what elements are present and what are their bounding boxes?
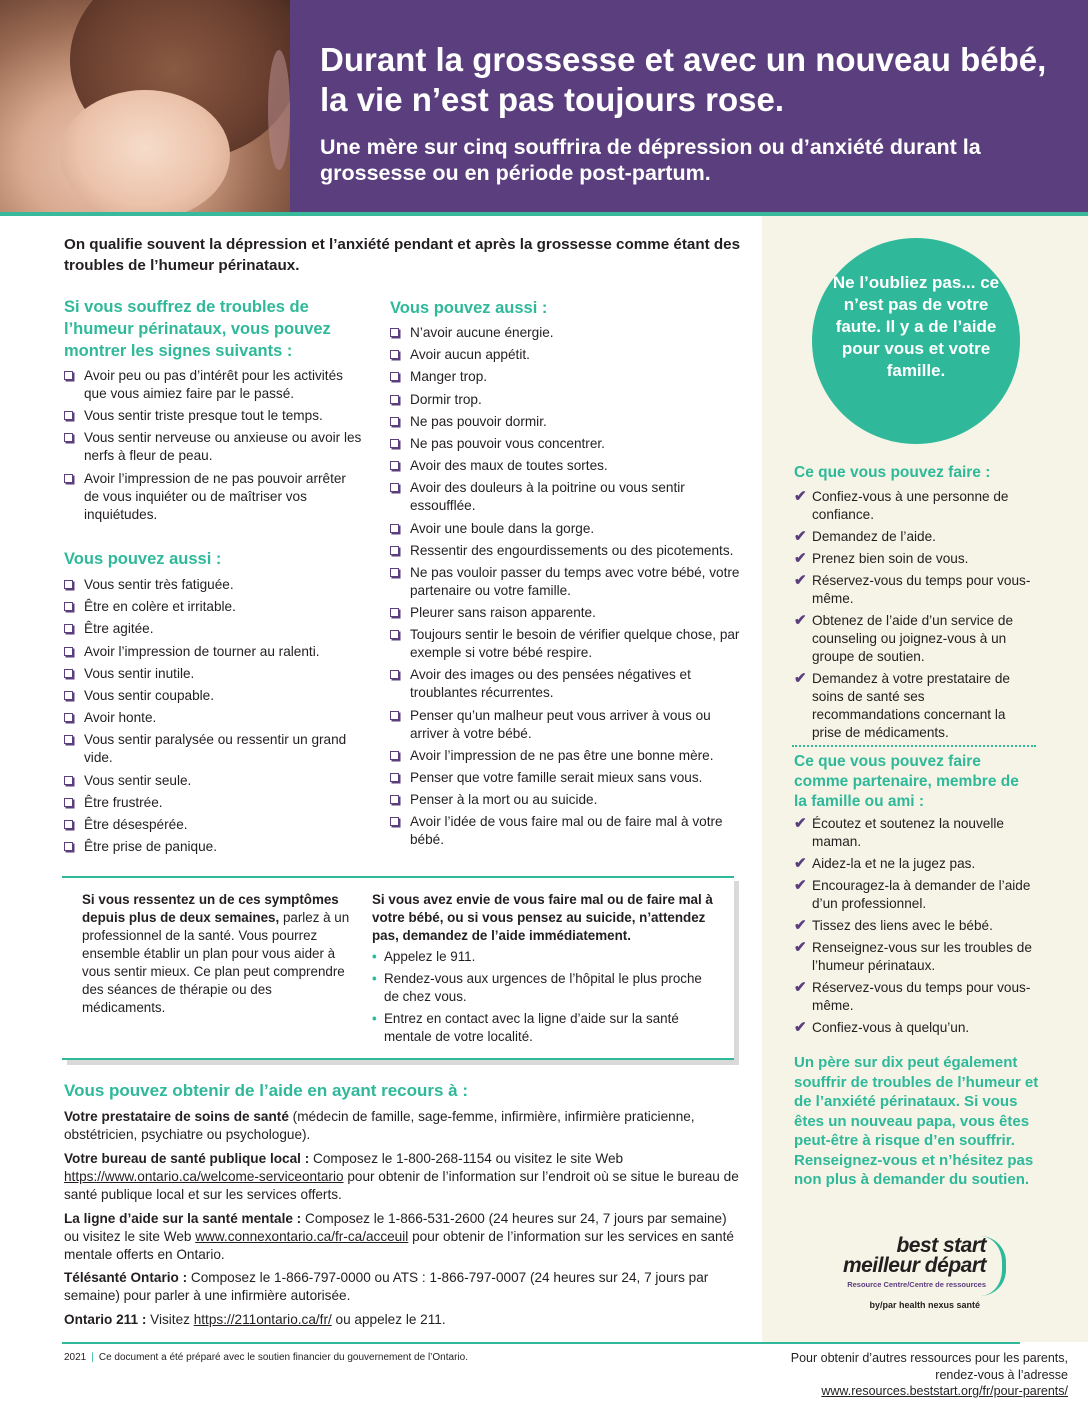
symptom-item <box>390 769 742 787</box>
also-list-2 <box>390 324 742 854</box>
partner-item <box>794 855 1032 873</box>
sign-item <box>64 429 364 465</box>
checkbox-icon <box>390 439 399 448</box>
symptom-item <box>390 564 742 600</box>
symptom-item-text: Vous sentir très fatiguée. <box>84 577 234 592</box>
checkbox-icon <box>390 350 399 359</box>
checkbox-icon <box>390 483 399 492</box>
resource-211-text-2: ou appelez le 211. <box>331 1312 446 1327</box>
checkbox-icon <box>390 524 399 533</box>
do-item-text: Demandez à votre prestataire de soins de santé ses recommandations concernant la prise de médicaments. <box>812 671 1010 740</box>
symptom-item <box>390 707 742 743</box>
checkbox-icon <box>390 372 399 381</box>
symptom-item <box>64 709 364 727</box>
resource-provider-label: Votre prestataire de soins de santé <box>64 1109 289 1124</box>
do-item <box>794 528 1032 546</box>
resource-telehealth <box>64 1269 744 1305</box>
checkbox-icon <box>64 371 73 380</box>
partner-item-text: Encouragez-la à demander de l’aide d’un professionnel. <box>812 878 1031 911</box>
resource-211-text: Visitez <box>146 1312 194 1327</box>
checkmark-icon: ✔ <box>794 877 807 894</box>
symptom-item-text: Manger trop. <box>410 369 488 385</box>
checkbox-icon <box>390 546 399 555</box>
symptom-item <box>64 598 364 616</box>
emergency-item-text: Appelez le 911. <box>384 949 476 964</box>
symptom-item <box>64 643 364 661</box>
reminder-circle: Ne l’oubliez pas... ce n’est pas de votre faute. Il y a de l’aide pour vous et votre famille. <box>812 238 1020 444</box>
symptom-item-text: Toujours sentir le besoin de vérifier quelque chose, par exemple si votre bébé respire. <box>410 627 740 661</box>
resource-mental-health-text: Composez le 1-866-531-2600 (24 heures sur 24, 7 jours par semaine) ou visitez le site Web <box>64 1211 727 1244</box>
symptom-item-text: Ne pas vouloir passer du temps avec votre bébé, votre partenaire ou votre famille. <box>410 564 740 598</box>
partner-heading: Ce que vous pouvez faire comme partenaire, membre de la famille ou ami : <box>794 753 1019 810</box>
checkmark-icon: ✔ <box>794 488 807 505</box>
symptom-item <box>390 666 742 702</box>
also-list-1 <box>64 576 364 860</box>
symptom-item <box>390 479 742 515</box>
emergency-list <box>372 948 720 1046</box>
checkmark-icon: ✔ <box>794 528 807 545</box>
symptom-item-text: Penser que votre famille serait mieux sans vous. <box>410 770 703 785</box>
symptom-item <box>64 731 364 767</box>
checkbox-icon <box>390 817 399 826</box>
checkbox-icon <box>64 580 73 589</box>
symptom-item-text: N’avoir aucune énergie. <box>410 325 554 340</box>
partner-item-text: Aidez-la et ne la jugez pas. <box>812 856 976 871</box>
symptom-item-text: Penser à la mort ou au suicide. <box>410 792 598 808</box>
symptom-item <box>390 391 742 409</box>
sign-item-text: Vous sentir nerveuse ou anxieuse ou avoir les nerfs à fleur de peau. <box>84 430 362 464</box>
page-subtitle: Une mère sur cinq souffrira de dépression ou d’anxiété durant la grossesse ou en période post-partum. <box>320 135 981 185</box>
symptom-item-text: Vous sentir inutile. <box>84 665 195 681</box>
checkmark-icon: ✔ <box>794 1019 807 1036</box>
partner-item-text: Réservez-vous du temps pour vous-même. <box>812 980 1031 1013</box>
page-title: Durant la grossesse et avec un nouveau bébé, la vie n’est pas toujours rose. <box>320 41 1047 118</box>
partner-item <box>794 979 1032 1015</box>
symptom-item-text: Avoir l’impression de tourner au ralenti. <box>84 643 320 659</box>
emergency-item <box>372 1010 720 1046</box>
best-start-logo <box>826 1234 1006 1324</box>
signs-list <box>64 367 364 528</box>
symptom-item <box>64 816 364 834</box>
resource-provider-text: (médecin de famille, sage-femme, infirmière, infirmière praticienne, obstétricien, psychiatre ou psychologue). <box>64 1109 695 1142</box>
do-item <box>794 612 1032 666</box>
partner-item-text: Écoutez et soutenez la nouvelle maman. <box>812 816 1004 849</box>
checkbox-icon <box>390 795 399 804</box>
symptom-item-text: Avoir honte. <box>84 710 157 726</box>
checkmark-icon: ✔ <box>794 815 807 832</box>
checkmark-icon: ✔ <box>794 612 807 629</box>
emergency-item-text: Entrez en contact avec la ligne d’aide sur la santé mentale de votre localité. <box>384 1011 679 1044</box>
partner-item <box>794 917 1032 935</box>
footer-credit-text: Ce document a été préparé avec le soutien financier du gouvernement de l’Ontario. <box>98 1352 468 1363</box>
mother-baby-photo <box>0 0 290 212</box>
symptom-item <box>390 324 742 342</box>
symptom-item-text: Avoir l’impression de ne pas être une bonne mère. <box>410 747 714 763</box>
bullet-icon: • <box>372 1011 377 1026</box>
symptom-item <box>390 435 742 453</box>
symptom-item <box>64 665 364 683</box>
also-heading-2: Vous pouvez aussi : <box>390 299 548 317</box>
symptom-item-text: Avoir aucun appétit. <box>410 347 530 363</box>
partner-item <box>794 939 1032 975</box>
symptom-item <box>390 542 742 560</box>
resource-telehealth-text: Composez le 1-866-797-0000 ou ATS : 1-866-797-0007 (24 heures sur 24, 7 jours par semaine) pour parler à une infirmière autorisée. <box>64 1270 709 1303</box>
do-heading: Ce que vous pouvez faire : <box>794 464 991 481</box>
partner-list <box>794 815 1032 1041</box>
checkmark-icon: ✔ <box>794 939 807 956</box>
do-item-text: Confiez-vous à une personne de confiance. <box>812 489 1009 522</box>
symptom-item <box>64 576 364 594</box>
do-item-text: Demandez de l’aide. <box>812 529 936 544</box>
symptom-item-text: Être frustrée. <box>84 794 163 810</box>
callout-left-bold: Si vous ressentez un de ces symptômes depuis plus de deux semaines, <box>82 892 339 925</box>
symptom-item <box>390 520 742 538</box>
logo-line-4: by/par health nexus santé <box>869 1300 980 1310</box>
beststart-link[interactable]: www.resources.beststart.org/fr/pour-parents/ <box>821 1384 1068 1398</box>
symptom-item-text: Vous sentir paralysée ou ressentir un grand vide. <box>84 732 347 766</box>
checkbox-icon <box>64 433 73 442</box>
partner-item-text: Renseignez-vous sur les troubles de l’humeur périnataux. <box>812 940 1032 973</box>
sign-item <box>64 470 364 524</box>
do-item <box>794 550 1032 568</box>
symptom-item <box>390 813 742 849</box>
ontario-link[interactable]: https://www.ontario.ca/welcome-serviceontario <box>64 1169 344 1184</box>
checkbox-icon <box>64 647 73 656</box>
callout-left <box>82 891 354 1017</box>
sign-item-text: Vous sentir triste presque tout le temps. <box>84 408 323 424</box>
checkbox-icon <box>390 751 399 760</box>
checkmark-icon: ✔ <box>794 670 807 687</box>
resource-public-health-label: Votre bureau de santé publique local : <box>64 1151 310 1166</box>
checkbox-icon <box>390 630 399 639</box>
baby-face <box>60 90 230 212</box>
emergency-item <box>372 948 720 966</box>
checkbox-icon <box>64 735 73 744</box>
resource-211 <box>64 1311 744 1329</box>
emergency-item <box>372 970 720 1006</box>
sign-item <box>64 367 364 403</box>
checkbox-icon <box>390 417 399 426</box>
symptom-item <box>64 620 364 638</box>
checkmark-icon: ✔ <box>794 979 807 996</box>
resource-211-label: Ontario 211 : <box>64 1312 147 1327</box>
checkbox-icon <box>64 691 73 700</box>
photo-edge <box>268 50 290 170</box>
checkbox-icon <box>64 602 73 611</box>
symptom-item-text: Ressentir des engourdissements ou des picotements. <box>410 542 734 558</box>
resource-mental-health-label: La ligne d’aide sur la santé mentale : <box>64 1211 302 1226</box>
callout-right <box>372 891 720 1050</box>
checkbox-icon <box>64 798 73 807</box>
resource-mental-health-text-2: pour obtenir de l’information sur les services en santé mentale offerts en Ontario. <box>64 1229 734 1262</box>
do-item-text: Obtenez de l’aide d’un service de counseling ou joignez-vous à un groupe de soutien. <box>812 613 1014 664</box>
connexontario-link[interactable]: www.connexontario.ca/fr-ca/acceuil <box>195 1229 409 1244</box>
checkbox-icon <box>64 669 73 678</box>
do-item <box>794 488 1032 524</box>
checkbox-icon <box>390 395 399 404</box>
checkbox-icon <box>64 713 73 722</box>
symptom-item <box>390 604 742 622</box>
father-note: Un père sur dix peut également souffrir de troubles de l’humeur et de l’anxiété périnataux. Si vous êtes un nouveau papa, vous êtes peut-être à risque d’en souffrir. Renseignez-vous et n’hésitez pas non plus à demander du soutien. <box>794 1054 1039 1188</box>
symptom-item-text: Être désespérée. <box>84 816 188 832</box>
footer-credit: 2021 | Ce document a été préparé avec le soutien financier du gouvernement de l’Ontario. <box>64 1352 468 1363</box>
resource-public-health <box>64 1150 744 1204</box>
checkbox-icon <box>390 461 399 470</box>
logo-line-3: Resource Centre/Centre de ressources <box>847 1280 986 1289</box>
sign-item <box>64 407 364 425</box>
bullet-icon: • <box>372 949 377 964</box>
symptom-item <box>390 346 742 364</box>
symptom-item <box>390 368 742 386</box>
symptom-item <box>64 838 364 856</box>
emergency-item-text: Rendez-vous aux urgences de l’hôpital le plus proche de chez vous. <box>384 971 702 1004</box>
symptom-item-text: Être en colère et irritable. <box>84 599 236 615</box>
symptom-item-text: Vous sentir coupable. <box>84 687 214 703</box>
logo-arc-icon <box>980 1236 1006 1296</box>
resource-mental-health-line <box>64 1210 744 1264</box>
intro-text: On qualifie souvent la dépression et l’anxiété pendant et après la grossesse comme étant des troubles de l’humeur périnataux. <box>64 236 741 274</box>
symptom-item <box>64 772 364 790</box>
partner-item <box>794 815 1032 851</box>
resource-public-health-text: Composez le 1-800-268-1154 ou visitez le site Web <box>309 1151 624 1166</box>
symptom-item-text: Vous sentir seule. <box>84 772 192 788</box>
checkmark-icon: ✔ <box>794 917 807 934</box>
do-item <box>794 670 1032 742</box>
partner-item-text: Tissez des liens avec le bébé. <box>812 918 993 933</box>
also-heading-1: Vous pouvez aussi : <box>64 550 222 568</box>
checkbox-icon <box>64 624 73 633</box>
symptom-item-text: Avoir des images ou des pensées négatives et troublantes récurrentes. <box>410 667 691 701</box>
signs-heading: Si vous souffrez de troubles de l’humeur périnataux, vous pouvez montrer les signes suivants : <box>64 298 331 360</box>
symptom-item-text: Ne pas pouvoir dormir. <box>410 413 547 429</box>
symptom-item-text: Pleurer sans raison apparente. <box>410 605 596 621</box>
sign-item-text: Avoir l’impression de ne pas pouvoir arrêter de vous inquiéter ou de maîtriser vos inquiétudes. <box>84 470 346 522</box>
symptom-item-text: Ne pas pouvoir vous concentrer. <box>410 435 605 451</box>
bullet-icon: • <box>372 971 377 986</box>
checkmark-icon: ✔ <box>794 550 807 567</box>
checkmark-icon: ✔ <box>794 572 807 589</box>
symptom-item-text: Penser qu’un malheur peut vous arriver à vous ou arriver à votre bébé. <box>410 707 711 741</box>
checkbox-icon <box>64 842 73 851</box>
checkbox-icon <box>64 776 73 785</box>
sign-item-text: Avoir peu ou pas d’intérêt pour les activités que vous aimiez faire par le passé. <box>84 368 343 401</box>
do-item <box>794 572 1032 608</box>
resource-telehealth-label: Télésanté Ontario : <box>64 1270 188 1285</box>
footer-divider <box>62 1342 1020 1344</box>
symptom-item <box>64 794 364 812</box>
checkbox-icon <box>390 568 399 577</box>
resource-public-health-text-2: pour obtenir de l’information sur l’endroit où se situe le bureau de santé publique local et sur les services offerts. <box>64 1169 739 1202</box>
callout-right-bold: Si vous avez envie de vous faire mal ou de faire mal à votre bébé, ou si vous pensez au suicide, n’attendez pas, demandez de l’aide immédiatement. <box>372 892 713 943</box>
ontario211-link[interactable]: https://211ontario.ca/fr/ <box>193 1312 332 1327</box>
checkmark-icon: ✔ <box>794 855 807 872</box>
checkbox-icon <box>64 474 73 483</box>
logo-line-2: meilleur départ <box>842 1254 986 1277</box>
checkbox-icon <box>390 670 399 679</box>
symptom-item-text: Avoir l’idée de vous faire mal ou de faire mal à votre bébé. <box>410 814 723 848</box>
sidebar-divider <box>792 745 1036 747</box>
checkbox-icon <box>64 820 73 829</box>
symptom-item-text: Avoir des douleurs à la poitrine ou vous sentir essoufflée. <box>410 480 685 514</box>
symptom-item-text: Dormir trop. <box>410 391 482 407</box>
do-list <box>794 488 1032 746</box>
symptom-item <box>390 413 742 431</box>
footer-resources-text: Pour obtenir d’autres ressources pour les parents, rendez-vous à l’adresse <box>790 1351 1068 1382</box>
partner-item <box>794 1019 1032 1037</box>
checkbox-icon <box>390 328 399 337</box>
logo-line-1: best start <box>896 1234 986 1257</box>
symptom-item <box>390 791 742 809</box>
symptom-item-text: Être agitée. <box>84 621 154 637</box>
symptom-item <box>390 626 742 662</box>
checkbox-icon <box>64 411 73 420</box>
resource-provider <box>64 1108 744 1144</box>
symptom-item <box>390 457 742 475</box>
checkbox-icon <box>390 711 399 720</box>
partner-item-text: Confiez-vous à quelqu’un. <box>812 1020 970 1035</box>
footer-resources <box>770 1350 1068 1400</box>
do-item-text: Réservez-vous du temps pour vous-même. <box>812 573 1031 606</box>
symptom-item-text: Avoir une boule dans la gorge. <box>410 520 595 536</box>
symptom-item-text: Avoir des maux de toutes sortes. <box>410 458 608 474</box>
resources-heading: Vous pouvez obtenir de l’aide en ayant recours à : <box>64 1081 469 1100</box>
symptom-item <box>64 687 364 705</box>
symptom-item <box>390 747 742 765</box>
do-item-text: Prenez bien soin de vous. <box>812 551 969 566</box>
callout-left-text: parlez à un professionnel de la santé. Vous pourrez ensemble établir un plan pour vous aider à vous sentir mieux. Ce plan peut comprendre des séances de thérapie ou des médicaments. <box>82 910 350 1015</box>
checkbox-icon <box>390 608 399 617</box>
footer-year: 2021 <box>64 1352 87 1363</box>
symptom-item-text: Être prise de panique. <box>84 839 218 855</box>
partner-item <box>794 877 1032 913</box>
checkbox-icon <box>390 773 399 782</box>
